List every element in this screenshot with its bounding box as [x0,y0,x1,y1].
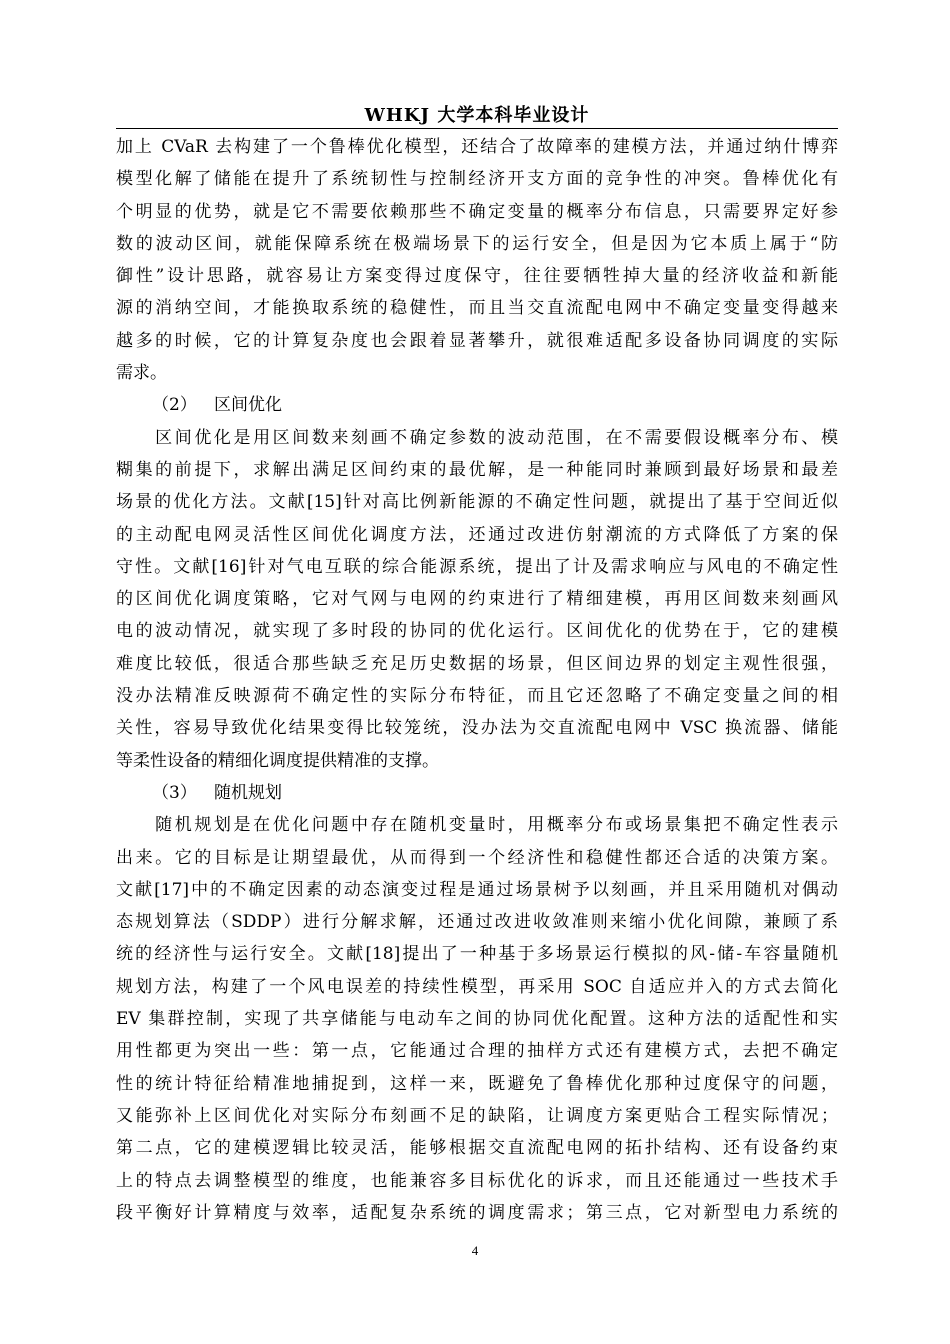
text-line: 性的统计特征给精准地捕捉到，这样一来，既避免了鲁棒优化那种过度保守的问题， [116,1073,838,1094]
section-heading-3 [116,777,838,809]
text-line: 守性。文献[16]针对气电互联的综合能源系统，提出了计及需求响应与风电的不确定性 [116,556,838,577]
page-header-title: WHKJ 大学本科毕业设计 [364,105,590,126]
text-line: 随机规划是在优化问题中存在随机变量时，用概率分布或场景集把不确定性表示 [116,815,838,836]
text-line: 段平衡好计算精度与效率，适配复杂系统的调度需求；第三点，它对新型电力系统的 [116,1202,838,1223]
text-line: 场景的优化方法。文献[15]针对高比例新能源的不确定性问题，就提出了基于空间近似 [116,492,838,513]
text-line: 用性都更为突出一些：第一点，它能通过合理的抽样方式还有建模方式，去把不确定 [116,1041,838,1062]
text-line: 越多的时候，它的计算复杂度也会跟着显著攀升，就很难适配多设备协同调度的实际 [116,330,838,351]
section-title: 区间优化 [214,395,282,416]
section-number: （2） [152,395,197,416]
text-line: 数的波动区间，就能保障系统在极端场景下的运行安全，但是因为它本质上属于“防 [116,233,838,254]
text-line: 没办法精准反映源荷不确定性的实际分布特征，而且它还忽略了不确定变量之间的相 [116,686,838,707]
section-number: （3） [152,782,197,803]
body-text [116,131,838,1229]
text-line: 区间优化是用区间数来刻画不确定参数的波动范围，在不需要假设概率分布、模 [116,427,838,448]
text-line: 第二点，它的建模逻辑比较灵活，能够根据交直流配电网的拓扑结构、还有设备约束 [116,1138,838,1159]
text-line: 关性，容易导致优化结果变得比较笼统，没办法为交直流配电网中 VSC 换流器、储能 [116,718,838,739]
header-rule [116,128,838,129]
text-line: 源的消纳空间，才能换取系统的稳健性，而且当交直流配电网中不确定变量变得越来 [116,298,838,319]
text-line: 文献[17]中的不确定因素的动态演变过程是通过场景树予以刻画，并且采用随机对偶动 [116,879,838,900]
text-line: 加上 CVaR 去构建了一个鲁棒优化模型，还结合了故障率的建模方法，并通过纳什博弈 [116,137,838,157]
page-number: 4 [471,1243,479,1258]
section-heading-2 [116,389,838,421]
section-title: 随机规划 [214,782,282,803]
text-line: 电的波动情况，就实现了多时段的协同的优化运行。区间优化的优势在于，它的建模 [116,621,838,642]
text-line: 等柔性设备的精细化调度提供精准的支撑。 [116,750,439,771]
text-line: 御性”设计思路，就容易让方案变得过度保守，往往要牺牲掉大量的经济收益和新能 [116,266,838,287]
text-line: 统的经济性与运行安全。文献[18]提出了一种基于多场景运行模拟的风-储-车容量随机 [116,944,838,965]
text-line: 又能弥补上区间优化对实际分布刻画不足的缺陷，让调度方案更贴合工程实际情况； [116,1105,838,1126]
text-line: EV 集群控制，实现了共享储能与电动车之间的协同优化配置。这种方法的适配性和实 [116,1009,838,1030]
text-line: 模型化解了储能在提升了系统韧性与控制经济开支方面的竞争性的冲突。鲁棒优化有 [116,169,838,190]
text-line: 难度比较低，很适合那些缺乏充足历史数据的场景，但区间边界的划定主观性很强， [116,653,838,674]
text-line: 出来。它的目标是让期望最优，从而得到一个经济性和稳健性都还合适的决策方案。 [116,847,838,868]
text-line: 规划方法，构建了一个风电误差的持续性模型，再采用 SOC 自适应并入的方式去简化 [116,976,838,997]
text-line: 上的特点去调整模型的维度，也能兼容多目标优化的诉求，而且还能通过一些技术手 [116,1170,838,1191]
text-line: 的区间优化调度策略，它对气网与电网的约束进行了精细建模，再用区间数来刻画风 [116,589,838,610]
text-line: 需求。 [116,363,167,384]
text-line: 糊集的前提下，求解出满足区间约束的最优解，是一种能同时兼顾到最好场景和最差 [116,459,838,480]
text-line: 态规划算法（SDDP）进行分解求解，还通过改进收敛准则来缩小优化间隙，兼顾了系 [116,912,838,933]
text-line: 个明显的优势，就是它不需要依赖那些不确定变量的概率分布信息，只需要界定好参 [116,201,838,222]
text-line: 的主动配电网灵活性区间优化调度方法，还通过改进仿射潮流的方式降低了方案的保 [116,524,838,545]
